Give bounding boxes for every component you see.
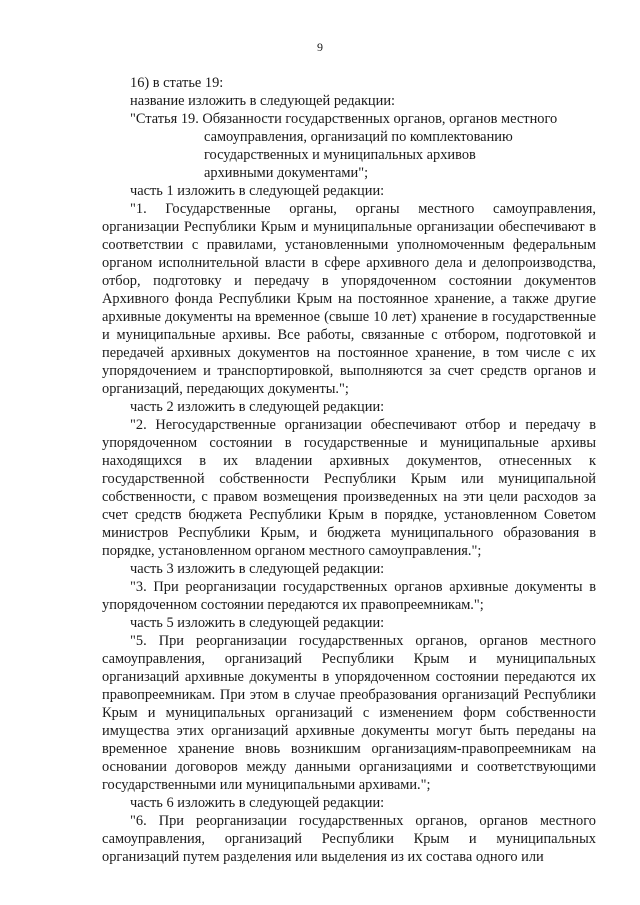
part-2-instruction: часть 2 изложить в следующей редакции: — [130, 399, 385, 415]
item-16-heading: 16) в статье 19: — [130, 75, 224, 91]
title-instruction: название изложить в следующей редакции: — [130, 93, 396, 109]
part-3-instruction: часть 3 изложить в следующей редакции: — [130, 561, 385, 577]
part-5-text: "5. При реорганизации государственных органов, органов местного самоуправления, организаций Республики Крым и муниципальных организаций архивные документы в упорядоченном состоянии передаются их правопреемникам. При этом в случае преобразования организаций Республики Крым и муниципальных организаций с изменением форм собственности имущества этих организаций архивные документы могут быть переданы на временное хранение вновь возникшим организациям-правопреемникам на основании договоров между данными организациями и соответствующими государственными или муниципальными архивами."; — [102, 633, 596, 793]
article-title-line-4: архивными документами"; — [204, 165, 369, 181]
document-body — [102, 74, 596, 866]
article-title-line-2: самоуправления, организаций по комплектованию — [204, 129, 513, 145]
part-1-instruction: часть 1 изложить в следующей редакции: — [130, 183, 385, 199]
part-2-text: "2. Негосударственные организации обеспечивают отбор и передачу в упорядоченном состоянии в государственные и муниципальные архивы находящихся в их владении архивных документов, отнесенных к государственной собственности Республики Крым или муниципальной собственности, с правом возмещения произведенных на эти цели расходов за счет средств бюджета Республики Крым в порядке, установленном Советом министров Республики Крым, и бюджета муниципального образования в порядке, установленном органом местного самоуправления."; — [102, 417, 596, 559]
page-number: 9 — [317, 40, 323, 54]
part-1-text: "1. Государственные органы, органы местного самоуправления, организации Республики Крым и муниципальные организации обеспечивают в соответствии с правилами, установленными уполномоченным федеральным органом исполнительной власти в сфере архивного дела и делопроизводства, отбор, подготовку и передачу в упорядоченном состоянии документов Архивного фонда Республики Крым на постоянное хранение, а также другие архивные документы на временное (свыше 10 лет) хранение в государственные и муниципальные архивы. Все работы, связанные с отбором, подготовкой и передачей архивных документов на постоянное хранение, в том числе с их упорядочением и транспортировкой, выполняются за счет средств органов и организаций, передающих документы."; — [102, 201, 596, 397]
part-5-instruction: часть 5 изложить в следующей редакции: — [130, 615, 385, 631]
part-6-text: "6. При реорганизации государственных органов, органов местного самоуправления, организаций Республики Крым и муниципальных организаций путем разделения или выделения из их состава одного или — [102, 813, 596, 865]
article-title-line-1: "Статья 19. Обязанности государственных органов, органов местного — [130, 111, 558, 127]
part-3-text: "3. При реорганизации государственных органов архивные документы в упорядоченном состоянии передаются их правопреемникам."; — [102, 579, 596, 613]
part-6-instruction: часть 6 изложить в следующей редакции: — [130, 795, 385, 811]
article-title-line-3: государственных и муниципальных архивов — [204, 147, 476, 163]
